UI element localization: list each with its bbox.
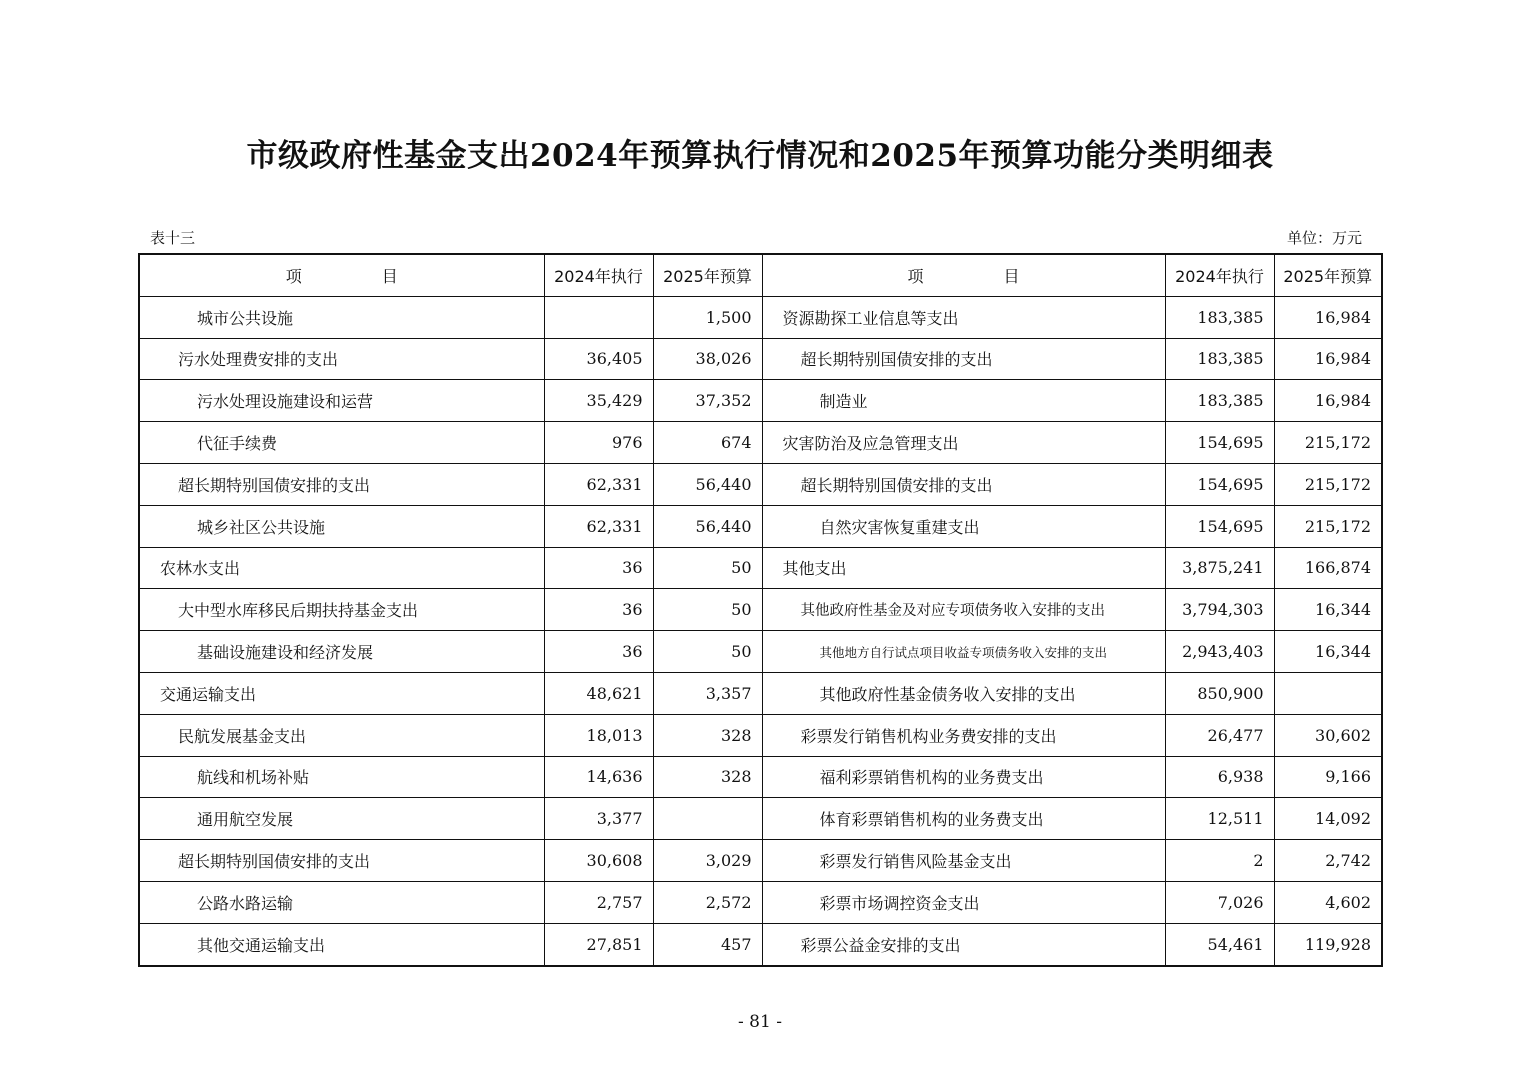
table-row <box>139 338 1382 380</box>
left-exec2024: 30,608 <box>544 840 653 882</box>
right-exec2024: 2 <box>1165 840 1274 882</box>
table-row <box>139 589 1382 631</box>
right-exec2024: 183,385 <box>1165 380 1274 422</box>
left-budget2025: 457 <box>653 923 762 965</box>
header-exec2024-left: 2024年执行 <box>544 254 653 296</box>
right-item-name: 资源勘探工业信息等支出 <box>762 296 1165 338</box>
right-budget2025 <box>1274 672 1382 714</box>
left-exec2024: 3,377 <box>544 798 653 840</box>
right-item-name: 其他地方自行试点项目收益专项债务收入安排的支出 <box>762 631 1165 673</box>
left-budget2025: 3,357 <box>653 672 762 714</box>
right-budget2025: 16,344 <box>1274 631 1382 673</box>
table-row <box>139 631 1382 673</box>
left-item-name: 交通运输支出 <box>139 672 544 714</box>
right-item-name: 福利彩票销售机构的业务费支出 <box>762 756 1165 798</box>
right-budget2025: 215,172 <box>1274 463 1382 505</box>
left-exec2024: 976 <box>544 422 653 464</box>
left-budget2025: 37,352 <box>653 380 762 422</box>
right-item-name: 超长期特别国债安排的支出 <box>762 463 1165 505</box>
left-exec2024: 62,331 <box>544 505 653 547</box>
right-exec2024: 850,900 <box>1165 672 1274 714</box>
right-item-name: 体育彩票销售机构的业务费支出 <box>762 798 1165 840</box>
right-exec2024: 183,385 <box>1165 296 1274 338</box>
left-exec2024: 35,429 <box>544 380 653 422</box>
left-item-name: 代征手续费 <box>139 422 544 464</box>
right-budget2025: 14,092 <box>1274 798 1382 840</box>
table-row <box>139 380 1382 422</box>
left-item-name: 公路水路运输 <box>139 881 544 923</box>
budget-table <box>138 253 1383 967</box>
table-row <box>139 798 1382 840</box>
left-item-name: 城乡社区公共设施 <box>139 505 544 547</box>
right-budget2025: 4,602 <box>1274 881 1382 923</box>
right-exec2024: 154,695 <box>1165 505 1274 547</box>
left-exec2024: 36 <box>544 589 653 631</box>
right-budget2025: 16,344 <box>1274 589 1382 631</box>
page-title: 市级政府性基金支出2024年预算执行情况和2025年预算功能分类明细表 <box>246 138 1274 174</box>
right-budget2025: 2,742 <box>1274 840 1382 882</box>
right-item-name: 彩票公益金安排的支出 <box>762 923 1165 965</box>
table-row <box>139 672 1382 714</box>
header-exec2024-right: 2024年执行 <box>1165 254 1274 296</box>
left-budget2025: 328 <box>653 756 762 798</box>
right-exec2024: 12,511 <box>1165 798 1274 840</box>
table-row <box>139 422 1382 464</box>
left-item-name: 航线和机场补贴 <box>139 756 544 798</box>
right-item-name: 彩票发行销售风险基金支出 <box>762 840 1165 882</box>
table-row <box>139 296 1382 338</box>
left-item-name: 农林水支出 <box>139 547 544 589</box>
left-budget2025: 50 <box>653 547 762 589</box>
right-exec2024: 7,026 <box>1165 881 1274 923</box>
left-budget2025: 56,440 <box>653 505 762 547</box>
left-item-name: 污水处理费安排的支出 <box>139 338 544 380</box>
right-budget2025: 16,984 <box>1274 380 1382 422</box>
header-budget2025-left: 2025年预算 <box>653 254 762 296</box>
right-exec2024: 3,875,241 <box>1165 547 1274 589</box>
left-exec2024: 36 <box>544 547 653 589</box>
right-budget2025: 9,166 <box>1274 756 1382 798</box>
left-exec2024: 48,621 <box>544 672 653 714</box>
right-item-name: 其他政府性基金债务收入安排的支出 <box>762 672 1165 714</box>
right-budget2025: 16,984 <box>1274 296 1382 338</box>
left-budget2025: 38,026 <box>653 338 762 380</box>
left-item-name: 污水处理设施建设和运营 <box>139 380 544 422</box>
right-item-name: 其他支出 <box>762 547 1165 589</box>
table-row <box>139 714 1382 756</box>
left-exec2024: 36 <box>544 631 653 673</box>
right-item-name: 超长期特别国债安排的支出 <box>762 338 1165 380</box>
left-budget2025: 50 <box>653 589 762 631</box>
left-item-name: 城市公共设施 <box>139 296 544 338</box>
left-budget2025: 674 <box>653 422 762 464</box>
left-exec2024: 18,013 <box>544 714 653 756</box>
left-budget2025: 56,440 <box>653 463 762 505</box>
right-exec2024: 154,695 <box>1165 422 1274 464</box>
right-exec2024: 154,695 <box>1165 463 1274 505</box>
left-exec2024: 27,851 <box>544 923 653 965</box>
header-item-right: 项目 <box>762 254 1165 296</box>
right-budget2025: 215,172 <box>1274 505 1382 547</box>
left-exec2024 <box>544 296 653 338</box>
right-item-name: 其他政府性基金及对应专项债务收入安排的支出 <box>762 589 1165 631</box>
left-budget2025: 2,572 <box>653 881 762 923</box>
header-item-left: 项目 <box>139 254 544 296</box>
table-row <box>139 463 1382 505</box>
right-item-name: 制造业 <box>762 380 1165 422</box>
left-exec2024: 62,331 <box>544 463 653 505</box>
right-item-name: 自然灾害恢复重建支出 <box>762 505 1165 547</box>
table-row <box>139 881 1382 923</box>
right-exec2024: 3,794,303 <box>1165 589 1274 631</box>
right-budget2025: 30,602 <box>1274 714 1382 756</box>
right-budget2025: 16,984 <box>1274 338 1382 380</box>
table-row <box>139 840 1382 882</box>
left-budget2025: 50 <box>653 631 762 673</box>
left-item-name: 基础设施建设和经济发展 <box>139 631 544 673</box>
right-exec2024: 26,477 <box>1165 714 1274 756</box>
left-item-name: 超长期特别国债安排的支出 <box>139 463 544 505</box>
right-item-name: 灾害防治及应急管理支出 <box>762 422 1165 464</box>
left-budget2025 <box>653 798 762 840</box>
page-number: - 81 - <box>738 1012 782 1032</box>
table-row <box>139 923 1382 965</box>
table-label: 表十三 <box>150 229 196 247</box>
left-item-name: 通用航空发展 <box>139 798 544 840</box>
left-item-name: 其他交通运输支出 <box>139 923 544 965</box>
left-exec2024: 36,405 <box>544 338 653 380</box>
header-budget2025-right: 2025年预算 <box>1274 254 1382 296</box>
left-budget2025: 1,500 <box>653 296 762 338</box>
unit-label: 单位：万元 <box>1286 229 1362 247</box>
right-exec2024: 6,938 <box>1165 756 1274 798</box>
left-item-name: 大中型水库移民后期扶持基金支出 <box>139 589 544 631</box>
left-budget2025: 3,029 <box>653 840 762 882</box>
right-exec2024: 2,943,403 <box>1165 631 1274 673</box>
table-row <box>139 547 1382 589</box>
right-budget2025: 119,928 <box>1274 923 1382 965</box>
table-header-row <box>139 254 1382 296</box>
right-budget2025: 215,172 <box>1274 422 1382 464</box>
right-item-name: 彩票发行销售机构业务费安排的支出 <box>762 714 1165 756</box>
right-budget2025: 166,874 <box>1274 547 1382 589</box>
right-item-name: 彩票市场调控资金支出 <box>762 881 1165 923</box>
right-exec2024: 183,385 <box>1165 338 1274 380</box>
table-row <box>139 505 1382 547</box>
left-item-name: 民航发展基金支出 <box>139 714 544 756</box>
left-item-name: 超长期特别国债安排的支出 <box>139 840 544 882</box>
left-exec2024: 14,636 <box>544 756 653 798</box>
right-exec2024: 54,461 <box>1165 923 1274 965</box>
left-exec2024: 2,757 <box>544 881 653 923</box>
table-row <box>139 756 1382 798</box>
left-budget2025: 328 <box>653 714 762 756</box>
